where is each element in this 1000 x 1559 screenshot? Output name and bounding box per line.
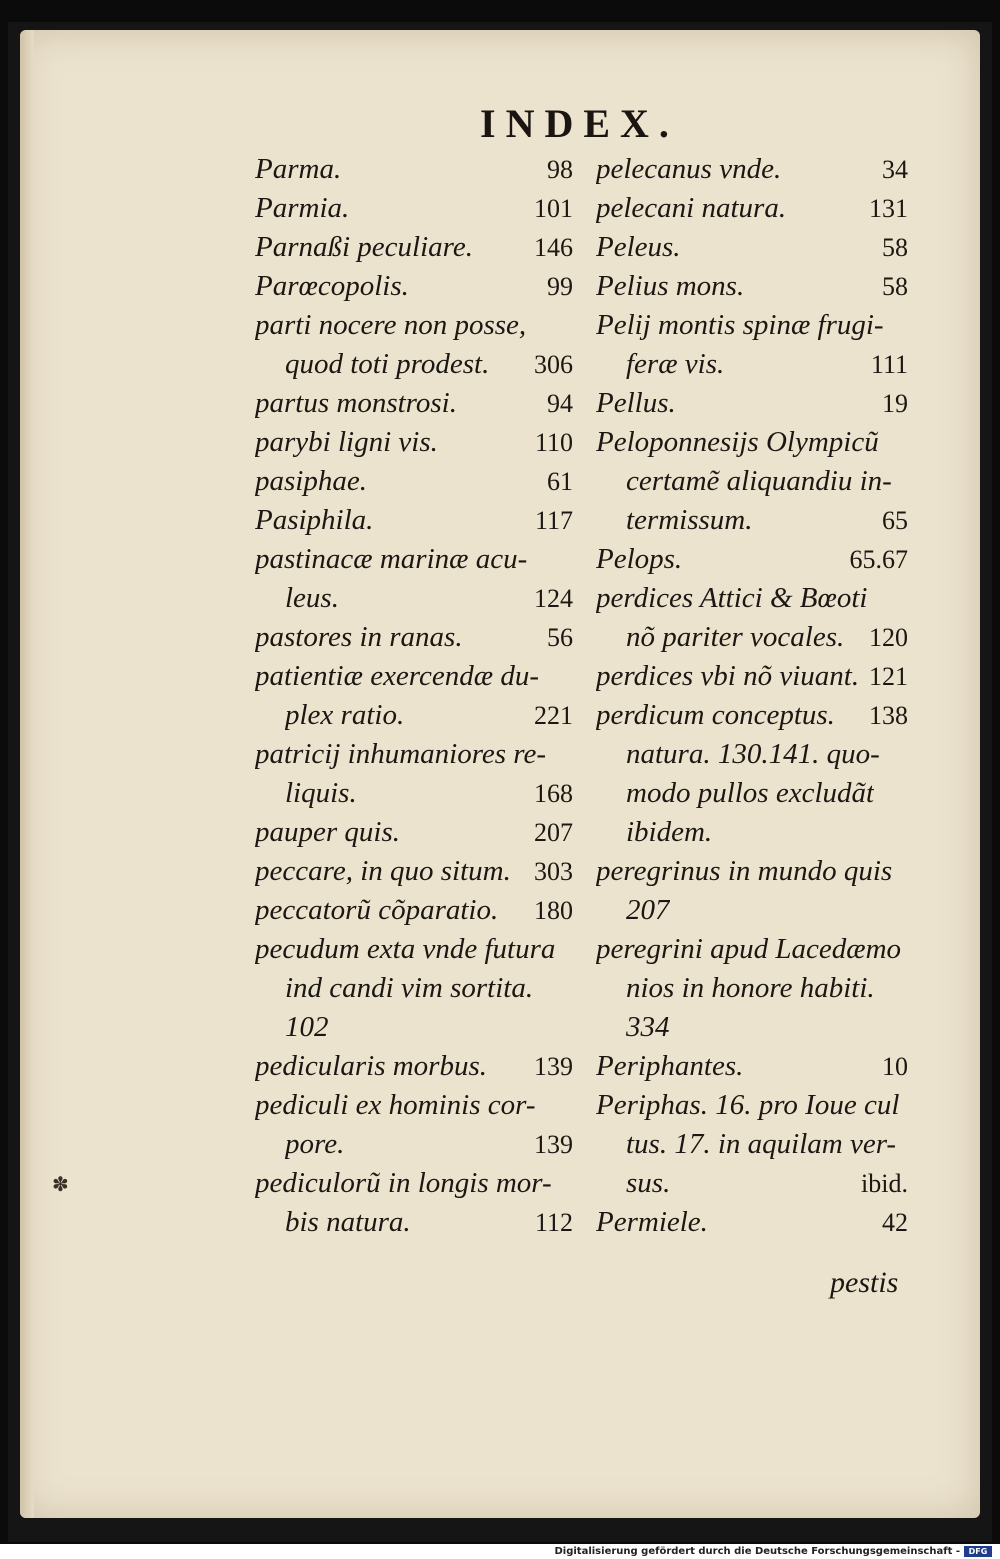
page-reference: 42 (882, 1208, 908, 1237)
page-reference: 117 (534, 506, 573, 535)
index-entry (596, 852, 908, 930)
index-line (255, 384, 573, 423)
index-term: Periphas. 16. pro Ioue cul (596, 1089, 900, 1121)
page-reference: 303 (534, 857, 573, 886)
index-line (596, 306, 908, 345)
page-reference: 120 (869, 623, 908, 652)
index-line (596, 696, 908, 735)
index-term: pediculi ex hominis cor- (255, 1089, 536, 1121)
index-term: 207 (626, 894, 670, 926)
index-line (596, 189, 908, 228)
index-term: pediculorũ in longis mor- (255, 1167, 552, 1199)
index-entry (596, 423, 908, 540)
catchword: pestis (830, 1266, 899, 1299)
index-term: pedicularis morbus. (255, 1050, 487, 1082)
index-term: plex ratio. (285, 699, 405, 731)
index-term: bis natura. (285, 1206, 411, 1238)
index-entry (596, 540, 908, 579)
index-line (255, 696, 573, 735)
index-line (596, 891, 908, 930)
index-line (596, 1047, 908, 1086)
page-reference: 110 (534, 428, 573, 457)
index-line (596, 930, 908, 969)
index-entry (596, 1086, 908, 1203)
index-line (255, 462, 573, 501)
index-term: Periphantes. (596, 1050, 744, 1082)
page-reference: 58 (882, 272, 908, 301)
index-line (596, 384, 908, 423)
index-term: leus. (285, 582, 339, 614)
index-line (255, 774, 573, 813)
index-line (255, 579, 573, 618)
index-entry (596, 1203, 908, 1242)
page-reference: 121 (869, 662, 908, 691)
index-line (255, 228, 573, 267)
index-line (255, 657, 573, 696)
index-entry (596, 579, 908, 657)
page-reference: 58 (882, 233, 908, 262)
index-term: Pelij montis spinæ frugi- (596, 309, 884, 341)
index-term: peregrinus in mundo quis (596, 855, 893, 887)
page-reference: 124 (534, 584, 573, 613)
index-term: quod toti prodest. (285, 348, 490, 380)
index-term: Pasiphila. (255, 504, 374, 536)
index-column-right (596, 150, 908, 1242)
page-reference: 139 (534, 1052, 573, 1081)
index-entry (596, 267, 908, 306)
index-term: pastinacæ marinæ acu- (255, 543, 528, 575)
page-reference: 34 (882, 155, 908, 184)
index-entry (596, 384, 908, 423)
index-line (255, 540, 573, 579)
index-line (255, 930, 573, 969)
index-line (596, 462, 908, 501)
index-term: pecudum exta vnde futura (255, 933, 556, 965)
index-line (255, 813, 573, 852)
page-reference: 99 (547, 272, 573, 301)
index-term: Peloponnesijs Olympicũ (596, 426, 879, 458)
index-entry (255, 1086, 573, 1164)
index-entry (255, 735, 573, 813)
index-entry (596, 150, 908, 189)
index-term: modo pullos excludãt (626, 777, 875, 809)
page-reference: 61 (547, 467, 573, 496)
index-line (596, 1125, 908, 1164)
index-entry (255, 1164, 573, 1242)
page-reference: 19 (882, 389, 908, 418)
ornament-mark: ✽ (52, 1174, 69, 1196)
index-line (596, 540, 908, 579)
index-entry (596, 696, 908, 852)
index-term: perdices Attici & Bœoti (596, 582, 868, 614)
page-heading: INDEX. (480, 101, 679, 146)
index-term: peregrini apud Lacedæmo (596, 933, 902, 965)
index-term: feræ vis. (626, 348, 725, 380)
index-line (255, 1203, 573, 1242)
index-line (255, 1125, 573, 1164)
page-reference: 139 (534, 1130, 573, 1159)
index-line (596, 618, 908, 657)
index-term: ibidem. (626, 816, 713, 848)
index-entry (255, 267, 573, 306)
index-term: pore. (285, 1128, 345, 1160)
index-line (255, 618, 573, 657)
index-line (255, 345, 573, 384)
index-line (255, 1008, 573, 1047)
index-term: nios in honore habiti. (626, 972, 875, 1004)
index-term: peccare, in quo situm. (255, 855, 511, 887)
index-term: Peleus. (596, 231, 681, 263)
index-term: patricij inhumaniores re- (255, 738, 547, 770)
index-term: partus monstrosi. (255, 387, 457, 419)
index-line (255, 891, 573, 930)
page-reference: 207 (534, 818, 573, 847)
index-entry (255, 189, 573, 228)
index-entry (255, 150, 573, 189)
index-line (596, 774, 908, 813)
index-term: sus. (626, 1167, 671, 1199)
page-reference: 10 (882, 1052, 908, 1081)
index-term: Pelius mons. (596, 270, 745, 302)
index-term: Pelops. (596, 543, 683, 575)
index-term: natura. 130.141. quo- (626, 738, 880, 770)
index-term: pastores in ranas. (255, 621, 463, 653)
index-line (596, 852, 908, 891)
page-reference: 65 (882, 506, 908, 535)
index-term: perdices vbi nõ viuant. (596, 660, 859, 692)
index-line (596, 1203, 908, 1242)
index-entry (255, 1047, 573, 1086)
index-term: 334 (626, 1011, 670, 1043)
index-line (255, 1086, 573, 1125)
page-reference: 65.67 (849, 545, 908, 574)
index-term: parti nocere non posse, (255, 309, 527, 341)
page-reference: 94 (547, 389, 573, 418)
index-term: peccatorũ cõparatio. (255, 894, 499, 926)
page-reference: 180 (534, 896, 573, 925)
index-entry (596, 306, 908, 384)
index-line (255, 189, 573, 228)
index-term: termissum. (626, 504, 753, 536)
index-term: Pellus. (596, 387, 676, 419)
index-line (255, 1164, 573, 1203)
index-line (596, 423, 908, 462)
index-term: patientiæ exercendæ du- (255, 660, 540, 692)
dfg-logo: DFG (964, 1546, 992, 1557)
index-line (255, 267, 573, 306)
page-reference: 101 (534, 194, 573, 223)
index-entry (255, 501, 573, 540)
index-term: Parma. (255, 153, 342, 185)
index-term: pelecanus vnde. (596, 153, 782, 185)
page-reference: 146 (534, 233, 573, 262)
index-term: 102 (285, 1011, 329, 1043)
index-line (596, 150, 908, 189)
index-entry (596, 228, 908, 267)
footer-credit: Digitalisierung gefördert durch die Deutsche Forschungsgemeinschaft - (554, 1546, 960, 1557)
index-entry (596, 189, 908, 228)
index-line (255, 735, 573, 774)
index-line (255, 852, 573, 891)
index-entry (255, 540, 573, 618)
index-entry (255, 423, 573, 462)
index-line (255, 501, 573, 540)
index-line (255, 150, 573, 189)
index-term: perdicum conceptus. (596, 699, 835, 731)
page-reference: 56 (547, 623, 573, 652)
page-reference: ibid. (861, 1169, 908, 1198)
index-line (255, 1047, 573, 1086)
page-edge (20, 30, 34, 1518)
index-entry (255, 306, 573, 384)
index-line (596, 735, 908, 774)
page-reference: 131 (869, 194, 908, 223)
index-term: nõ pariter vocales. (626, 621, 845, 653)
index-term: pauper quis. (255, 816, 400, 848)
index-line (596, 969, 908, 1008)
index-line (596, 579, 908, 618)
index-line (255, 969, 573, 1008)
page-reference: 168 (534, 779, 573, 808)
index-term: Parnaßi peculiare. (255, 231, 473, 263)
index-line (596, 228, 908, 267)
index-line (596, 501, 908, 540)
index-term: tus. 17. in aquilam ver- (626, 1128, 897, 1160)
index-term: liquis. (285, 777, 357, 809)
index-term: Permiele. (596, 1206, 708, 1238)
index-entry (596, 657, 908, 696)
page-reference: 221 (534, 701, 573, 730)
index-line (255, 306, 573, 345)
index-line (596, 1086, 908, 1125)
footer-bar (0, 1544, 1000, 1559)
index-line (596, 1008, 908, 1047)
page-reference: 98 (547, 155, 573, 184)
index-entry (596, 1047, 908, 1086)
page-reference: 306 (534, 350, 573, 379)
index-entry (255, 930, 573, 1047)
index-line (596, 267, 908, 306)
index-term: pelecani natura. (596, 192, 787, 224)
index-entry (255, 891, 573, 930)
index-term: Parmia. (255, 192, 350, 224)
index-line (596, 813, 908, 852)
index-entry (255, 228, 573, 267)
index-entry (255, 852, 573, 891)
index-column-left (255, 150, 573, 1242)
page-reference: 138 (869, 701, 908, 730)
index-term: certamẽ aliquandiu in- (626, 465, 892, 497)
index-term: Parœcopolis. (255, 270, 409, 302)
index-entry (596, 930, 908, 1047)
page-reference: 112 (534, 1208, 573, 1237)
index-term: parybi ligni vis. (255, 426, 438, 458)
index-line (255, 423, 573, 462)
page-reference: 111 (870, 350, 908, 379)
index-line (596, 1164, 908, 1203)
index-entry (255, 618, 573, 657)
index-entry (255, 813, 573, 852)
index-line (596, 345, 908, 384)
index-entry (255, 462, 573, 501)
index-line (596, 657, 908, 696)
index-entry (255, 384, 573, 423)
index-term: pasiphae. (255, 465, 367, 497)
index-term: ind candi vim sortita. (285, 972, 534, 1004)
index-entry (255, 657, 573, 735)
